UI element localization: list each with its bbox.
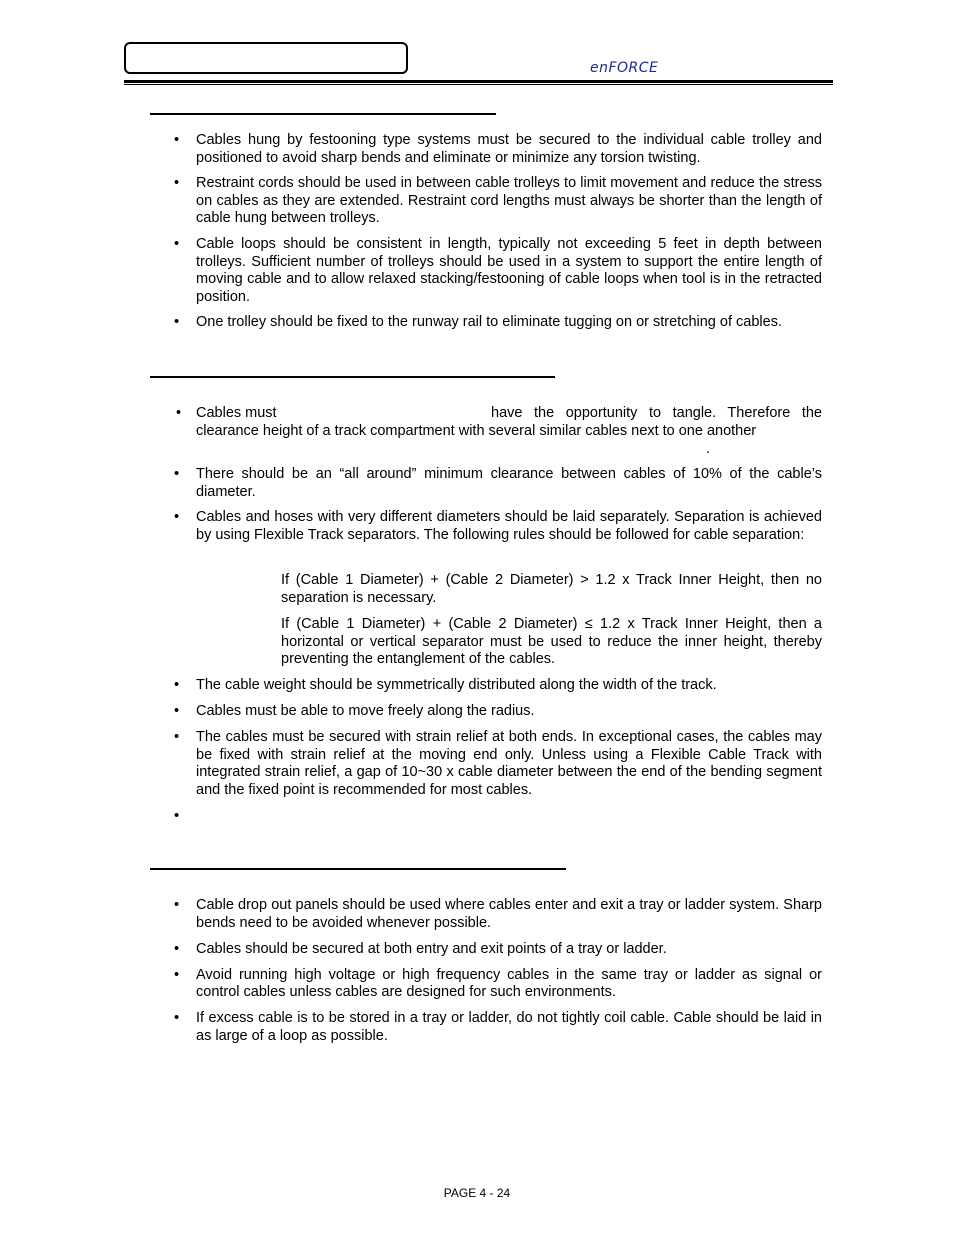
list-item: • Cable drop out panels should be used where cables enter and exit a tray or ladder system. Sharp bends need to be avoided whenever possible. bbox=[174, 897, 822, 931]
list-item: • The cables must be secured with strain relief at both ends. In exceptional cases, the cables may be fixed with strain relief at the moving end only. Unless using a Flexible Cable Track with integrated strain relief, a gap of 10~30 x cable diameter between the end of the bending segment and the fixed point is recommended for most cables. bbox=[174, 729, 822, 798]
list-item: • There should be an “all around” minimum clearance between cables of 10% of the cable’s diameter. bbox=[174, 466, 822, 500]
list-item: • The cable weight should be symmetrically distributed along the width of the track. bbox=[174, 677, 717, 693]
section3-list bbox=[150, 897, 822, 1046]
list-item: • Cables and hoses with very different diameters should be laid separately. Separation is achieved by using Flexible Track separators. The following rules should be followed for cable separation: bbox=[174, 509, 822, 543]
section1-list bbox=[150, 132, 822, 332]
partial-text: Cables must bbox=[196, 405, 277, 421]
rule-text: If (Cable 1 Diameter) + (Cable 2 Diameter) ≤ 1.2 x Track Inner Height, then a horizontal or vertical separator must be used to reduce the inner height, thereby preventing the entanglement of the cables. bbox=[281, 616, 822, 668]
section2-list bbox=[150, 466, 822, 544]
list-item: • bbox=[174, 808, 180, 825]
list-item: • Cables should be secured at both entry and exit points of a tray or ladder. bbox=[174, 940, 667, 957]
rule-text: If (Cable 1 Diameter) + (Cable 2 Diameter) > 1.2 x Track Inner Height, then no separation is necessary. bbox=[281, 572, 822, 606]
partial-text: . bbox=[706, 441, 711, 457]
list-item: • Avoid running high voltage or high frequency cables in the same tray or ladder as signal or control cables unless cables are designed for such environments. bbox=[174, 966, 822, 1001]
list-item: • Cables must be able to move freely along the radius. bbox=[174, 703, 535, 720]
list-item: • If excess cable is to be stored in a tray or ladder, do not tightly coil cable. Cable should be laid in as large of a loop as possible. bbox=[174, 1010, 822, 1045]
section2-list-2 bbox=[150, 677, 822, 826]
partial-text: have the opportunity to tangle. Therefore the clearance height of a track compartment with several similar cables next to one another bbox=[196, 405, 822, 439]
header-rule-thin bbox=[124, 84, 833, 85]
section-heading-rule bbox=[150, 376, 555, 378]
list-item: • Cables hung by festooning type systems must be secured to the individual cable trolley and positioned to avoid sharp bends and eliminate or minimize any torsion twisting. bbox=[174, 132, 822, 166]
list-item: • Cable loops should be consistent in length, typically not exceeding 5 feet in depth between trolleys. Sufficient number of trolleys should be used in a system to support the entire length of moving cable and to allow relaxed stacking/festooning of cable loops when tool is in the retracted position. bbox=[174, 235, 822, 305]
list-item: • Restraint cords should be used in between cable trolleys to limit movement and reduce the stress on cables as they are extended. Restraint cord lengths must always be shorter than the length of cable hung between trolleys. bbox=[174, 175, 822, 227]
section-heading-rule bbox=[150, 868, 566, 870]
section-heading-rule bbox=[150, 113, 496, 115]
page-number: PAGE 4 - 24 bbox=[443, 1186, 511, 1200]
bullet: • bbox=[176, 405, 182, 421]
header-title-box bbox=[124, 42, 408, 74]
list-item: • One trolley should be fixed to the runway rail to eliminate tugging on or stretching of cables. bbox=[174, 314, 782, 331]
brand-logo: enFORCE bbox=[590, 60, 659, 76]
header-rule bbox=[124, 80, 833, 83]
